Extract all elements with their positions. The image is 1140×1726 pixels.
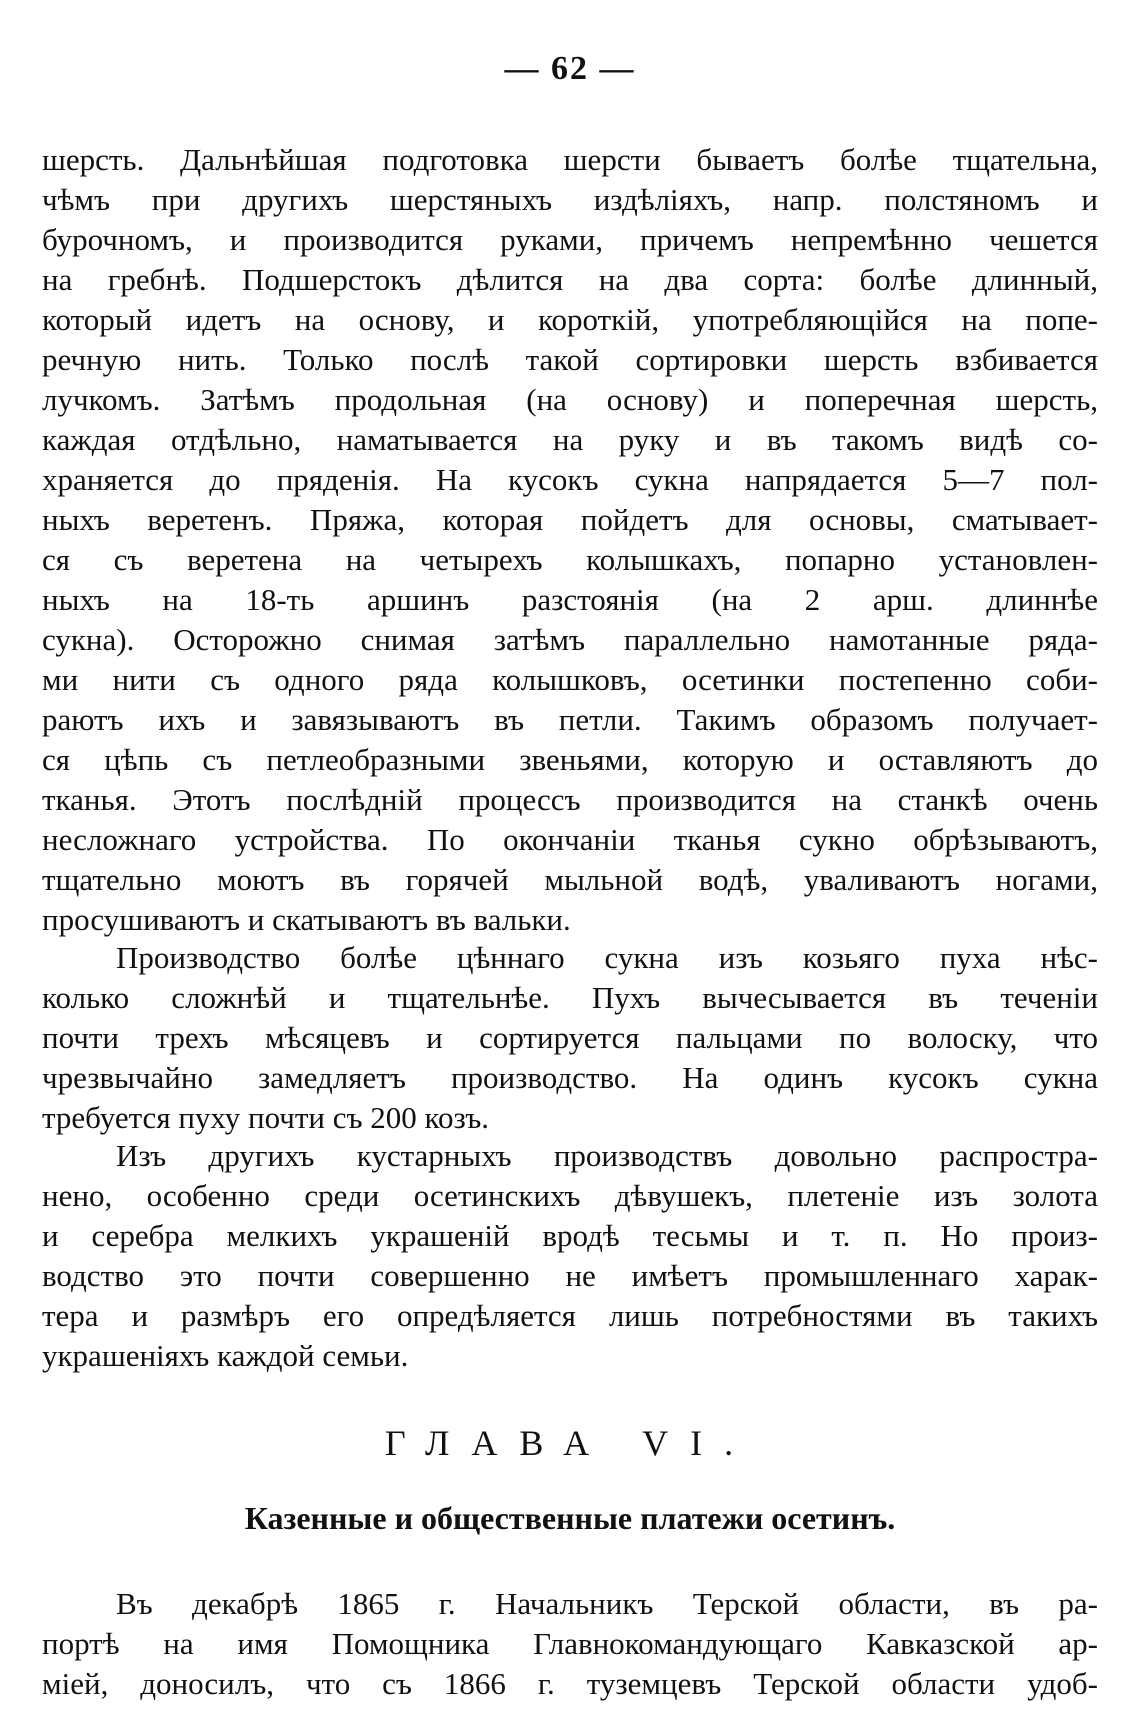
text-line: просушиваютъ и скатываютъ въ вальки. [42, 902, 571, 937]
text-line: водство это почти совершенно не имѣетъ промышленнаго харак- [42, 1258, 1098, 1293]
text-line: и серебра мелкихъ украшеній вродѣ тесьмы и т. п. Но произ- [42, 1218, 1098, 1253]
text-line: раютъ ихъ и завязываютъ въ петли. Такимъ образомъ получает- [42, 702, 1098, 737]
chapter-title: ГЛАВА VI. [384, 1423, 756, 1463]
text-line: ся съ веретена на четырехъ колышкахъ, попарно установлен- [42, 542, 1098, 577]
text-line: сукна). Осторожно снимая затѣмъ параллельно намотанные рядa- [42, 622, 1098, 657]
text-line: тщательно моютъ въ горячей мыльной водѣ, уваливаютъ ногами, [42, 862, 1098, 897]
text-line: который идетъ на основу, и короткій, употребляющійся на попе- [42, 302, 1098, 337]
text-line: тканья. Этотъ послѣдній процессъ производится на станкѣ очень [42, 782, 1098, 817]
paragraph-goat-down-cloth [42, 938, 1098, 1138]
text-line: бурочномъ, и производится руками, причемъ непремѣнно чешется [42, 222, 1098, 257]
text-line: тера и размѣръ его опредѣляется лишь потребностями въ такихъ [42, 1298, 1098, 1333]
text-line: портѣ на имя Помощника Главнокомандующаго Кавказской ар- [42, 1626, 1098, 1661]
text-line: міей, доносилъ, что съ 1866 г. туземцевъ Терской области удоб- [42, 1666, 1098, 1701]
text-line: колько сложнѣй и тщательнѣе. Пухъ вычесывается въ теченіи [42, 980, 1098, 1015]
text-line: ныхъ на 18-ть аршинъ разстоянія (на 2 арш. длиннѣе [42, 582, 1098, 617]
text-line: на гребнѣ. Подшерстокъ дѣлится на два сорта: болѣе длинный, [42, 262, 1098, 297]
text-line: украшеніяхъ каждой семьи. [42, 1338, 409, 1373]
text-line: лучкомъ. Затѣмъ продольная (на основу) и поперечная шерсть, [42, 382, 1098, 417]
text-line: требуется пуху почти съ 200 козъ. [42, 1100, 490, 1135]
text-line: шерсть. Дальнѣйшая подготовка шерсти бываетъ болѣе тщательна, [42, 142, 1098, 177]
text-line: речную нить. Только послѣ такой сортировки шерсть взбивается [42, 342, 1098, 377]
text-line: храняется до пряденія. На кусокъ сукна напрядается 5—7 пол- [42, 462, 1098, 497]
text-line: ми нити съ одного ряда колышковъ, осетинки постепенно соби- [42, 662, 1098, 697]
text-line: Производство болѣе цѣннаго сукна изъ козьяго пуха нѣс- [116, 940, 1098, 975]
paragraph-wool-processing [42, 140, 1098, 940]
paragraph-chapter-opening [42, 1584, 1098, 1704]
chapter-subtitle: Казенные и общественные платежи осетинъ. [244, 1500, 896, 1536]
text-line: нено, особенно среди осетинскихъ дѣвушекъ, плетеніе изъ золота [42, 1178, 1098, 1213]
text-line: каждая отдѣльно, наматывается на руку и въ такомъ видѣ со- [42, 422, 1098, 457]
page-number: — 62 — [504, 50, 636, 87]
text-line: Въ декабрѣ 1865 г. Начальникъ Терской области, въ ра- [116, 1586, 1098, 1621]
text-line: Изъ другихъ кустарныхъ производствъ довольно распростра- [116, 1138, 1098, 1173]
text-line: ныхъ веретенъ. Пряжа, которая пойдетъ для основы, сматывает- [42, 502, 1098, 537]
paragraph-other-crafts [42, 1136, 1098, 1376]
text-line: чрезвычайно замедляетъ производство. На одинъ кусокъ сукна [42, 1060, 1098, 1095]
text-line: ся цѣпь съ петлеобразными звеньями, которую и оставляютъ до [42, 742, 1098, 777]
text-line: чѣмъ при другихъ шерстяныхъ издѣліяхъ, напр. полстяномъ и [42, 182, 1098, 217]
text-line: почти трехъ мѣсяцевъ и сортируется пальцами по волоску, что [42, 1020, 1098, 1055]
text-line: несложнаго устройства. По окончаніи тканья сукно обрѣзываютъ, [42, 822, 1098, 857]
